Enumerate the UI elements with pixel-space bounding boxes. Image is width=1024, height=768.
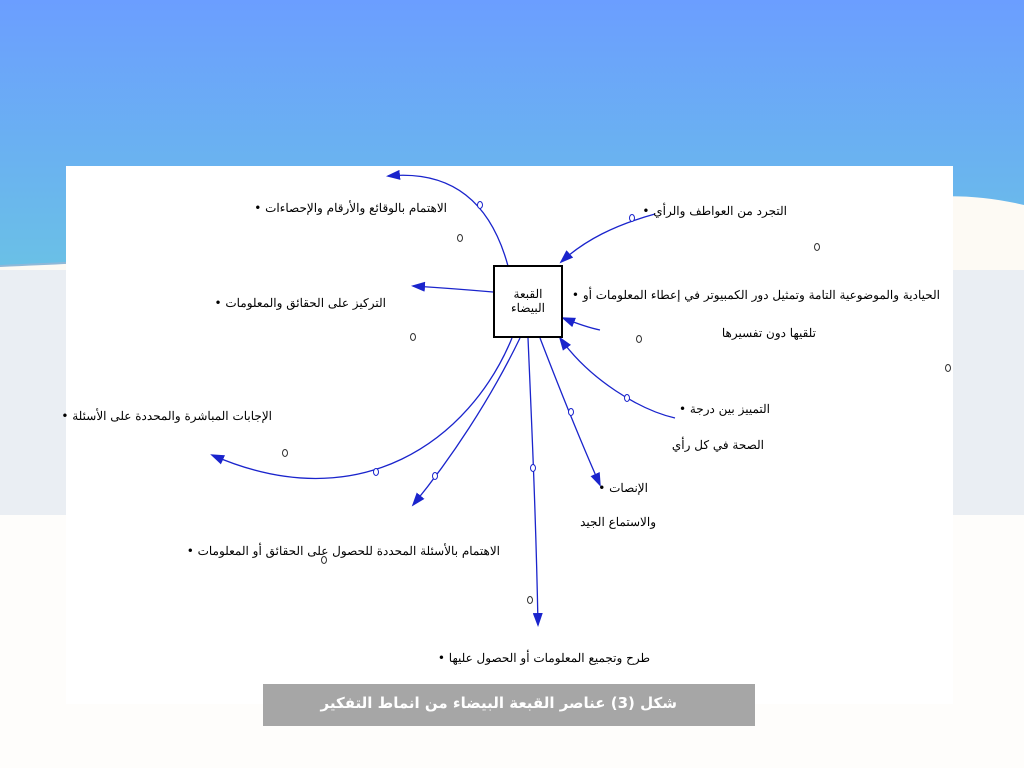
arrow-distinguish (560, 338, 675, 418)
label-neutrality-line1: الحيادية والموضوعية التامة وتمثيل دور الكمبيوتر في إعطاء المعلومات أو • (571, 288, 940, 302)
arrow-detachment (561, 214, 655, 262)
label-listening-line1: الإنصات • (598, 481, 648, 495)
label-focus-facts: التركيز على الحقائق والمعلومات • (214, 296, 386, 310)
arrow-facts-numbers (388, 175, 508, 266)
label-neutrality-line2: تلقيها دون تفسيرها (721, 326, 816, 340)
label-specific-questions: الاهتمام بالأسئلة المحددة للحصول على الحقائق أو المعلومات • (186, 544, 500, 558)
arrow-gather-info (528, 338, 538, 625)
arrow-specific-questions (413, 338, 520, 505)
arrow-neutrality (563, 318, 600, 330)
label-gather-info: طرح وتجميع المعلومات أو الحصول عليها • (437, 651, 650, 665)
label-facts-numbers: الاهتمام بالوقائع والأرقام والإحصاءات • (254, 201, 447, 215)
figure-caption: شكل (3) عناصر القبعة البيضاء من انماط التفكير (263, 684, 755, 726)
center-node-white-hat: القبعة البيضاء (493, 265, 563, 338)
arrow-focus-facts (413, 286, 493, 292)
label-direct-answers: الإجابات المباشرة والمحددة على الأسئلة • (61, 409, 272, 423)
label-distinguish-line2: الصحة في كل رأي (671, 438, 764, 452)
label-detachment: التجرد من العواطف والرأي • (642, 204, 787, 218)
label-distinguish-line1: التمييز بين درجة • (678, 402, 770, 416)
label-listening-line2: والاستماع الجيد (580, 515, 656, 529)
